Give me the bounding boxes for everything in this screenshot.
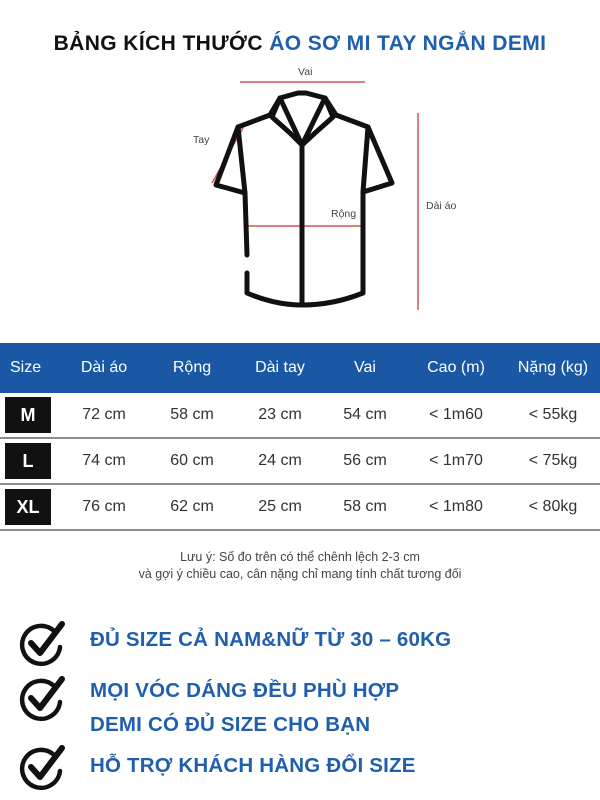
header-dai-ao: Dài áo bbox=[80, 359, 128, 376]
check-circle-icon bbox=[18, 619, 68, 669]
table-cell: 56 cm bbox=[343, 452, 387, 469]
note bbox=[0, 549, 600, 583]
feature-body-fit-line2: DEMI CÓ ĐỦ SIZE CHO BẠN bbox=[90, 713, 371, 736]
check-circle-icon bbox=[18, 743, 68, 793]
table-cell: < 55kg bbox=[528, 406, 578, 423]
table-cell: 23 cm bbox=[258, 406, 302, 423]
size-table bbox=[0, 343, 600, 531]
title-part2: ÁO SƠ MI TAY NGẮN DEMI bbox=[269, 32, 547, 55]
header-dai-tay: Dài tay bbox=[255, 359, 305, 376]
table-cell: < 1m80 bbox=[429, 498, 483, 515]
table-cell: 76 cm bbox=[82, 498, 126, 515]
shirt-outline bbox=[216, 93, 392, 305]
header-size: Size bbox=[10, 359, 42, 376]
table-cell: 60 cm bbox=[170, 452, 214, 469]
check-circle-icon bbox=[18, 674, 68, 724]
table-row bbox=[0, 439, 600, 485]
table-cell: 54 cm bbox=[343, 406, 387, 423]
table-cell: 62 cm bbox=[170, 498, 214, 515]
table-cell: 58 cm bbox=[170, 406, 214, 423]
note-line1: Lưu ý: Số đo trên có thể chênh lệch 2-3 cm bbox=[180, 550, 420, 564]
size-badge: XL bbox=[5, 489, 51, 525]
shirt-illustration bbox=[0, 55, 600, 325]
title-part1: BẢNG KÍCH THƯỚC bbox=[53, 32, 263, 55]
header-nang: Nặng (kg) bbox=[517, 359, 589, 376]
size-badge: M bbox=[5, 397, 51, 433]
table-cell: 25 cm bbox=[258, 498, 302, 515]
header-vai: Vai bbox=[354, 359, 376, 376]
note-line2: và gợi ý chiều cao, cân nặng chỉ mang tính chất tương đối bbox=[138, 567, 462, 581]
feature-size-exchange: HỖ TRỢ KHÁCH HÀNG ĐỔI SIZE bbox=[90, 754, 416, 777]
label-vai: Vai bbox=[298, 66, 313, 78]
table-cell: < 75kg bbox=[528, 452, 578, 469]
table-row bbox=[0, 393, 600, 439]
table-cell: < 1m70 bbox=[429, 452, 483, 469]
table-cell: 24 cm bbox=[258, 452, 302, 469]
table-row bbox=[0, 485, 600, 531]
label-tay: Tay bbox=[193, 134, 210, 146]
table-cell: 72 cm bbox=[82, 406, 126, 423]
feature-body-fit-line1: MỌI VÓC DÁNG ĐỀU PHÙ HỢP bbox=[90, 679, 400, 702]
table-cell: 74 cm bbox=[82, 452, 126, 469]
header-cao: Cao (m) bbox=[427, 359, 485, 376]
table-cell: 58 cm bbox=[343, 498, 387, 515]
shirt-diagram bbox=[0, 55, 600, 325]
table-header bbox=[0, 343, 600, 393]
label-dai-ao: Dài áo bbox=[426, 200, 457, 212]
size-badge: L bbox=[5, 443, 51, 479]
header-rong: Rộng bbox=[172, 359, 212, 376]
label-rong: Rộng bbox=[331, 208, 357, 220]
page-title bbox=[0, 32, 600, 56]
table-cell: < 80kg bbox=[528, 498, 578, 515]
table-cell: < 1m60 bbox=[429, 406, 483, 423]
feature-size-range: ĐỦ SIZE CẢ NAM&NỮ TỪ 30 – 60KG bbox=[90, 628, 452, 651]
